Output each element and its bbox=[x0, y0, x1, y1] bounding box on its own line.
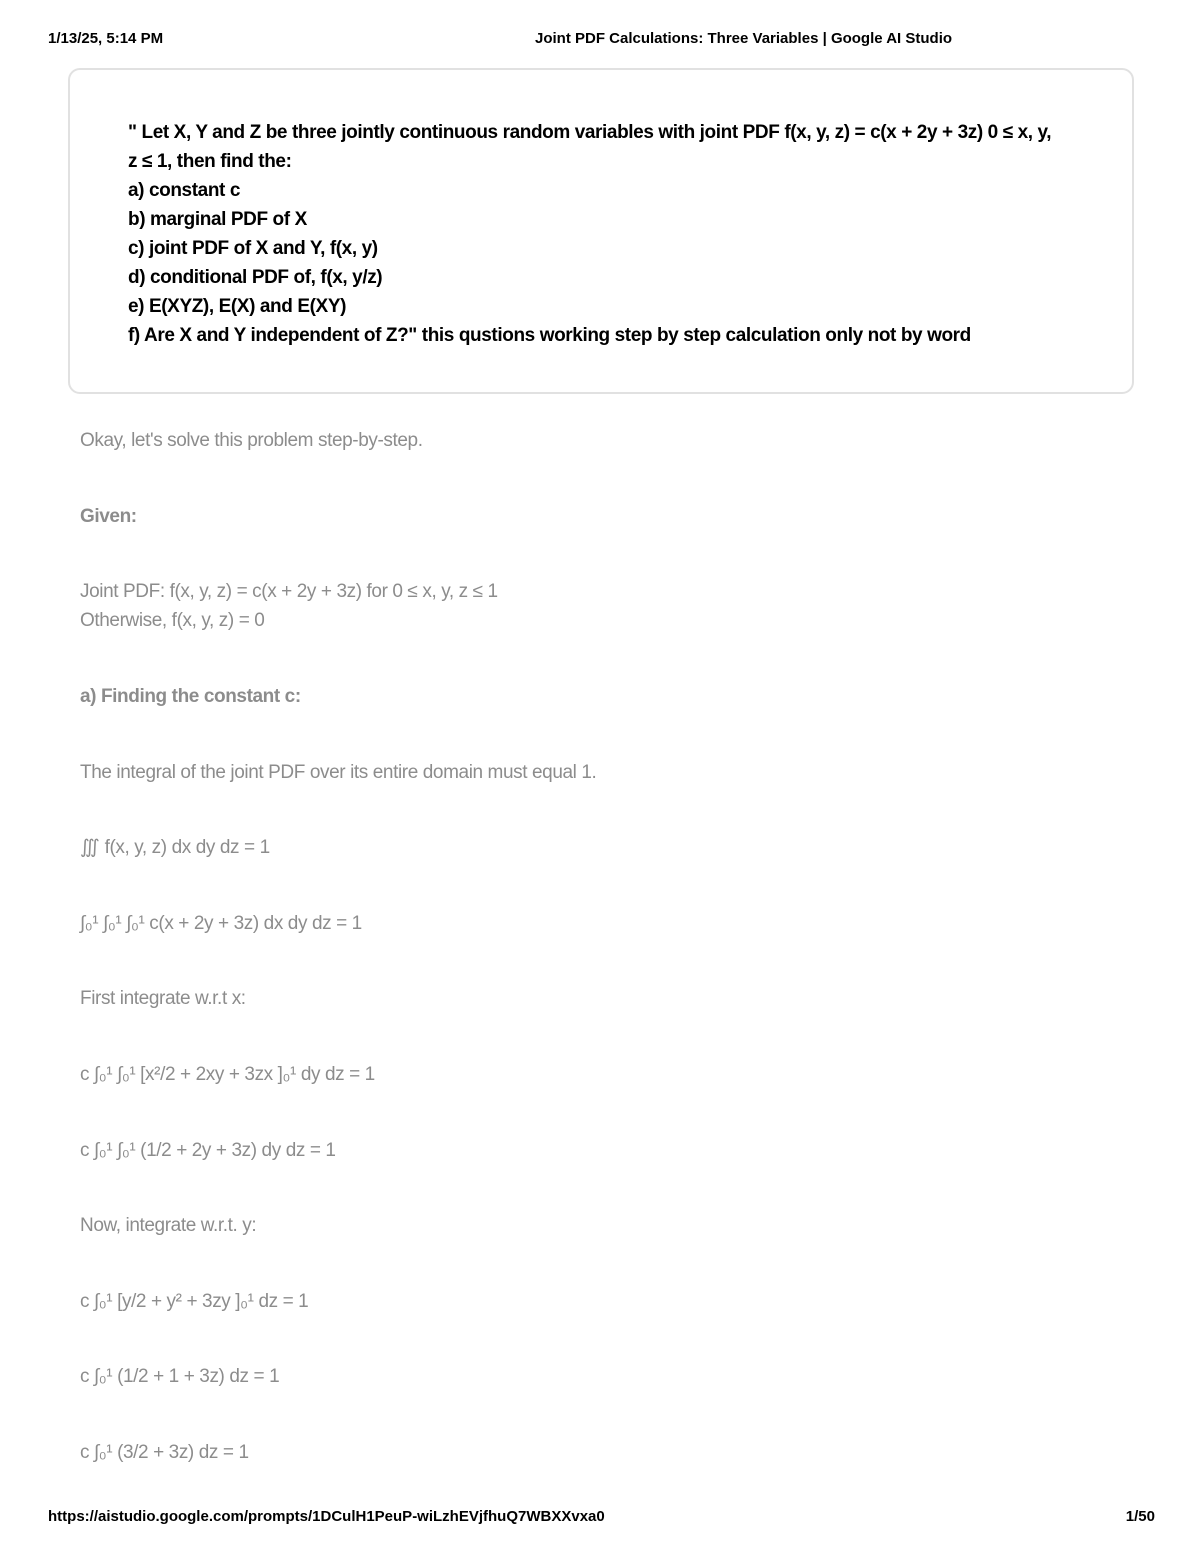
user-prompt-text bbox=[128, 118, 1118, 350]
print-header bbox=[48, 30, 1155, 50]
given-heading: Given: bbox=[80, 506, 137, 527]
prompt-line: d) conditional PDF of, f(x, y/z) bbox=[128, 267, 383, 288]
part-a-intro: The integral of the joint PDF over its entire domain must equal 1. bbox=[80, 762, 597, 783]
equation-line: c ∫₀¹ [y/2 + y² + 3zy ]₀¹ dz = 1 bbox=[80, 1291, 309, 1312]
equation-line: ∫₀¹ ∫₀¹ ∫₀¹ c(x + 2y + 3z) dx dy dz = 1 bbox=[80, 913, 362, 934]
step-text: First integrate w.r.t x: bbox=[80, 988, 246, 1009]
step-text: Now, integrate w.r.t. y: bbox=[80, 1215, 257, 1236]
print-footer bbox=[48, 1508, 1155, 1528]
prompt-line: b) marginal PDF of X bbox=[128, 209, 307, 230]
page-number: 1/50 bbox=[1125, 1508, 1155, 1525]
equation-line: c ∫₀¹ ∫₀¹ [x²/2 + 2xy + 3zx ]₀¹ dy dz = 1 bbox=[80, 1064, 375, 1085]
equation-line: c ∫₀¹ ∫₀¹ (1/2 + 2y + 3z) dy dz = 1 bbox=[80, 1140, 336, 1161]
prompt-line: e) E(XYZ), E(X) and E(XY) bbox=[128, 296, 347, 317]
prompt-line: f) Are X and Y independent of Z?" this qustions working step by step calculation only not by word bbox=[128, 325, 971, 346]
prompt-line: z ≤ 1, then find the: bbox=[128, 151, 292, 172]
prompt-line: " Let X, Y and Z be three jointly continuous random variables with joint PDF f(x, y, z) = c(x + 2y + 3z) 0 ≤ x, y, bbox=[128, 122, 1052, 143]
given-line: Joint PDF: f(x, y, z) = c(x + 2y + 3z) for 0 ≤ x, y, z ≤ 1 bbox=[80, 581, 498, 602]
user-prompt-card bbox=[68, 68, 1134, 394]
page-url: https://aistudio.google.com/prompts/1DCulH1PeuP-wiLzhEVjfhuQ7WBXXvxa0 bbox=[48, 1508, 605, 1525]
page-title: Joint PDF Calculations: Three Variables | Google AI Studio bbox=[535, 30, 953, 47]
prompt-line: a) constant c bbox=[128, 180, 240, 201]
print-date: 1/13/25, 5:14 PM bbox=[48, 30, 164, 47]
given-line: Otherwise, f(x, y, z) = 0 bbox=[80, 610, 265, 631]
prompt-line: c) joint PDF of X and Y, f(x, y) bbox=[128, 238, 378, 259]
equation-line: c ∫₀¹ (1/2 + 1 + 3z) dz = 1 bbox=[80, 1366, 280, 1387]
equation-line: ∭ f(x, y, z) dx dy dz = 1 bbox=[80, 837, 270, 858]
equation-line: c ∫₀¹ (3/2 + 3z) dz = 1 bbox=[80, 1442, 249, 1463]
part-a-heading: a) Finding the constant c: bbox=[80, 686, 301, 707]
response-intro: Okay, let's solve this problem step-by-step. bbox=[80, 430, 423, 451]
